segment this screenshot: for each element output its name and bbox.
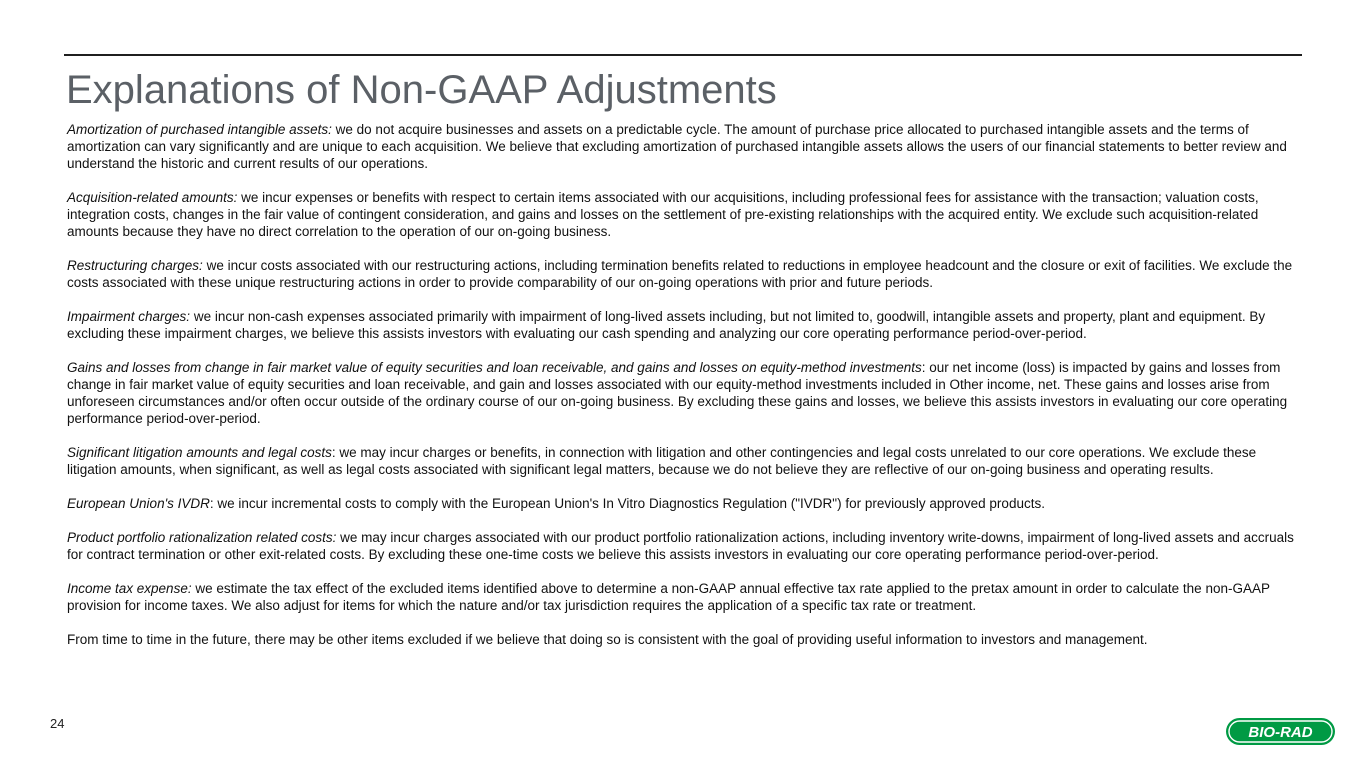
paragraph-restructuring (67, 257, 1303, 291)
paragraph-text: we incur non-cash expenses associated primarily with impairment of long-lived assets including, but not limited to, goodwill, intangible assets and property, plant and equipment. By excluding these impairment charges, we believe this assists investors with evaluating our cash spending and analyzing our core operating performance period-over-period. (67, 309, 1266, 341)
paragraph-text: we incur costs associated with our restructuring actions, including termination benefits related to reductions in employee headcount and the closure or exit of facilities. We exclude the costs associated with these unique restructuring actions in order to provide comparability of our on-going operations with prior and future periods. (67, 258, 1293, 290)
term-label: Income tax expense: (67, 581, 192, 596)
paragraph-text: : we incur incremental costs to comply with the European Union's In Vitro Diagnostics Regulation ("IVDR") for previously approved products. (209, 496, 1045, 511)
paragraph-text: From time to time in the future, there may be other items excluded if we believe that doing so is consistent with the goal of providing useful information to investors and management. (67, 632, 1148, 647)
top-divider (64, 54, 1302, 56)
term-label: Impairment charges: (67, 309, 191, 324)
paragraph-text: : we may incur charges or benefits, in connection with litigation and other contingencies and legal costs unrelated to our core operations. We exclude these litigation amounts, when significant, as well as legal costs associated with significant legal matters, because we do not believe they are reflective of our on-going business and operating results. (67, 445, 1257, 477)
paragraph-impairment (67, 308, 1303, 342)
paragraph-other-items (67, 631, 1303, 648)
term-label: Product portfolio rationalization related costs: (67, 530, 337, 545)
term-label: Gains and losses from change in fair market value of equity securities and loan receivable, and gains and losses on equity-method investments (67, 360, 922, 375)
paragraph-text: we incur expenses or benefits with respect to certain items associated with our acquisitions, including professional fees for assistance with the transaction; valuation costs, integration costs, changes in the fair value of contingent consideration, and gains and losses on the settlement of pre-existing relationships with the acquired entity. We exclude such acquisition-related amounts because they have no direct correlation to the operation of our on-going business. (67, 190, 1259, 239)
paragraph-amortization (67, 121, 1303, 172)
slide-title: Explanations of Non-GAAP Adjustments (66, 68, 777, 112)
paragraph-ivdr (67, 495, 1303, 512)
paragraph-text: we estimate the tax effect of the excluded items identified above to determine a non-GAAP annual effective tax rate applied to the pretax amount in order to calculate the non-GAAP provision for income taxes. We also adjust for items for which the nature and/or tax jurisdiction requires the application of a specific tax rate or treatment. (67, 581, 1270, 613)
paragraph-litigation (67, 444, 1303, 478)
term-label: Restructuring charges: (67, 258, 203, 273)
bio-rad-logo (1225, 717, 1336, 746)
paragraph-equity-gains-losses (67, 359, 1303, 427)
paragraph-portfolio-rationalization (67, 529, 1303, 563)
term-label: Acquisition-related amounts: (67, 190, 238, 205)
page-number: 24 (50, 716, 65, 731)
term-label: Significant litigation amounts and legal costs (67, 445, 332, 460)
paragraph-text: we may incur charges associated with our product portfolio rationalization actions, including inventory write-downs, impairment of long-lived assets and accruals for contract termination or other exit-related costs. By excluding these one-time costs we believe this assists investors in evaluating our core operating performance period-over-period. (67, 530, 1294, 562)
paragraph-text: we do not acquire businesses and assets on a predictable cycle. The amount of purchase price allocated to purchased intangible assets and the terms of amortization can vary significantly and are unique to each acquisition. We believe that excluding amortization of purchased intangible assets allows the users of our financial statements to better review and understand the historic and current results of our operations. (67, 122, 1287, 171)
paragraph-text: : our net income (loss) is impacted by gains and losses from change in fair market value of equity securities and loan receivable, and gain and losses associated with our equity-method investments included in Other income, net. These gains and losses arise from unforeseen circumstances and/or often occur outside of the ordinary course of our on-going business. By excluding these gains and losses, we believe this assists investors in evaluating our core operating performance period-over-period. (67, 360, 1288, 426)
paragraph-income-tax (67, 580, 1303, 614)
slide-body (67, 121, 1303, 665)
paragraph-acquisition (67, 189, 1303, 240)
term-label: European Union's IVDR (67, 496, 210, 511)
logo-text: BIO-RAD (1248, 724, 1313, 741)
term-label: Amortization of purchased intangible assets: (67, 122, 332, 137)
